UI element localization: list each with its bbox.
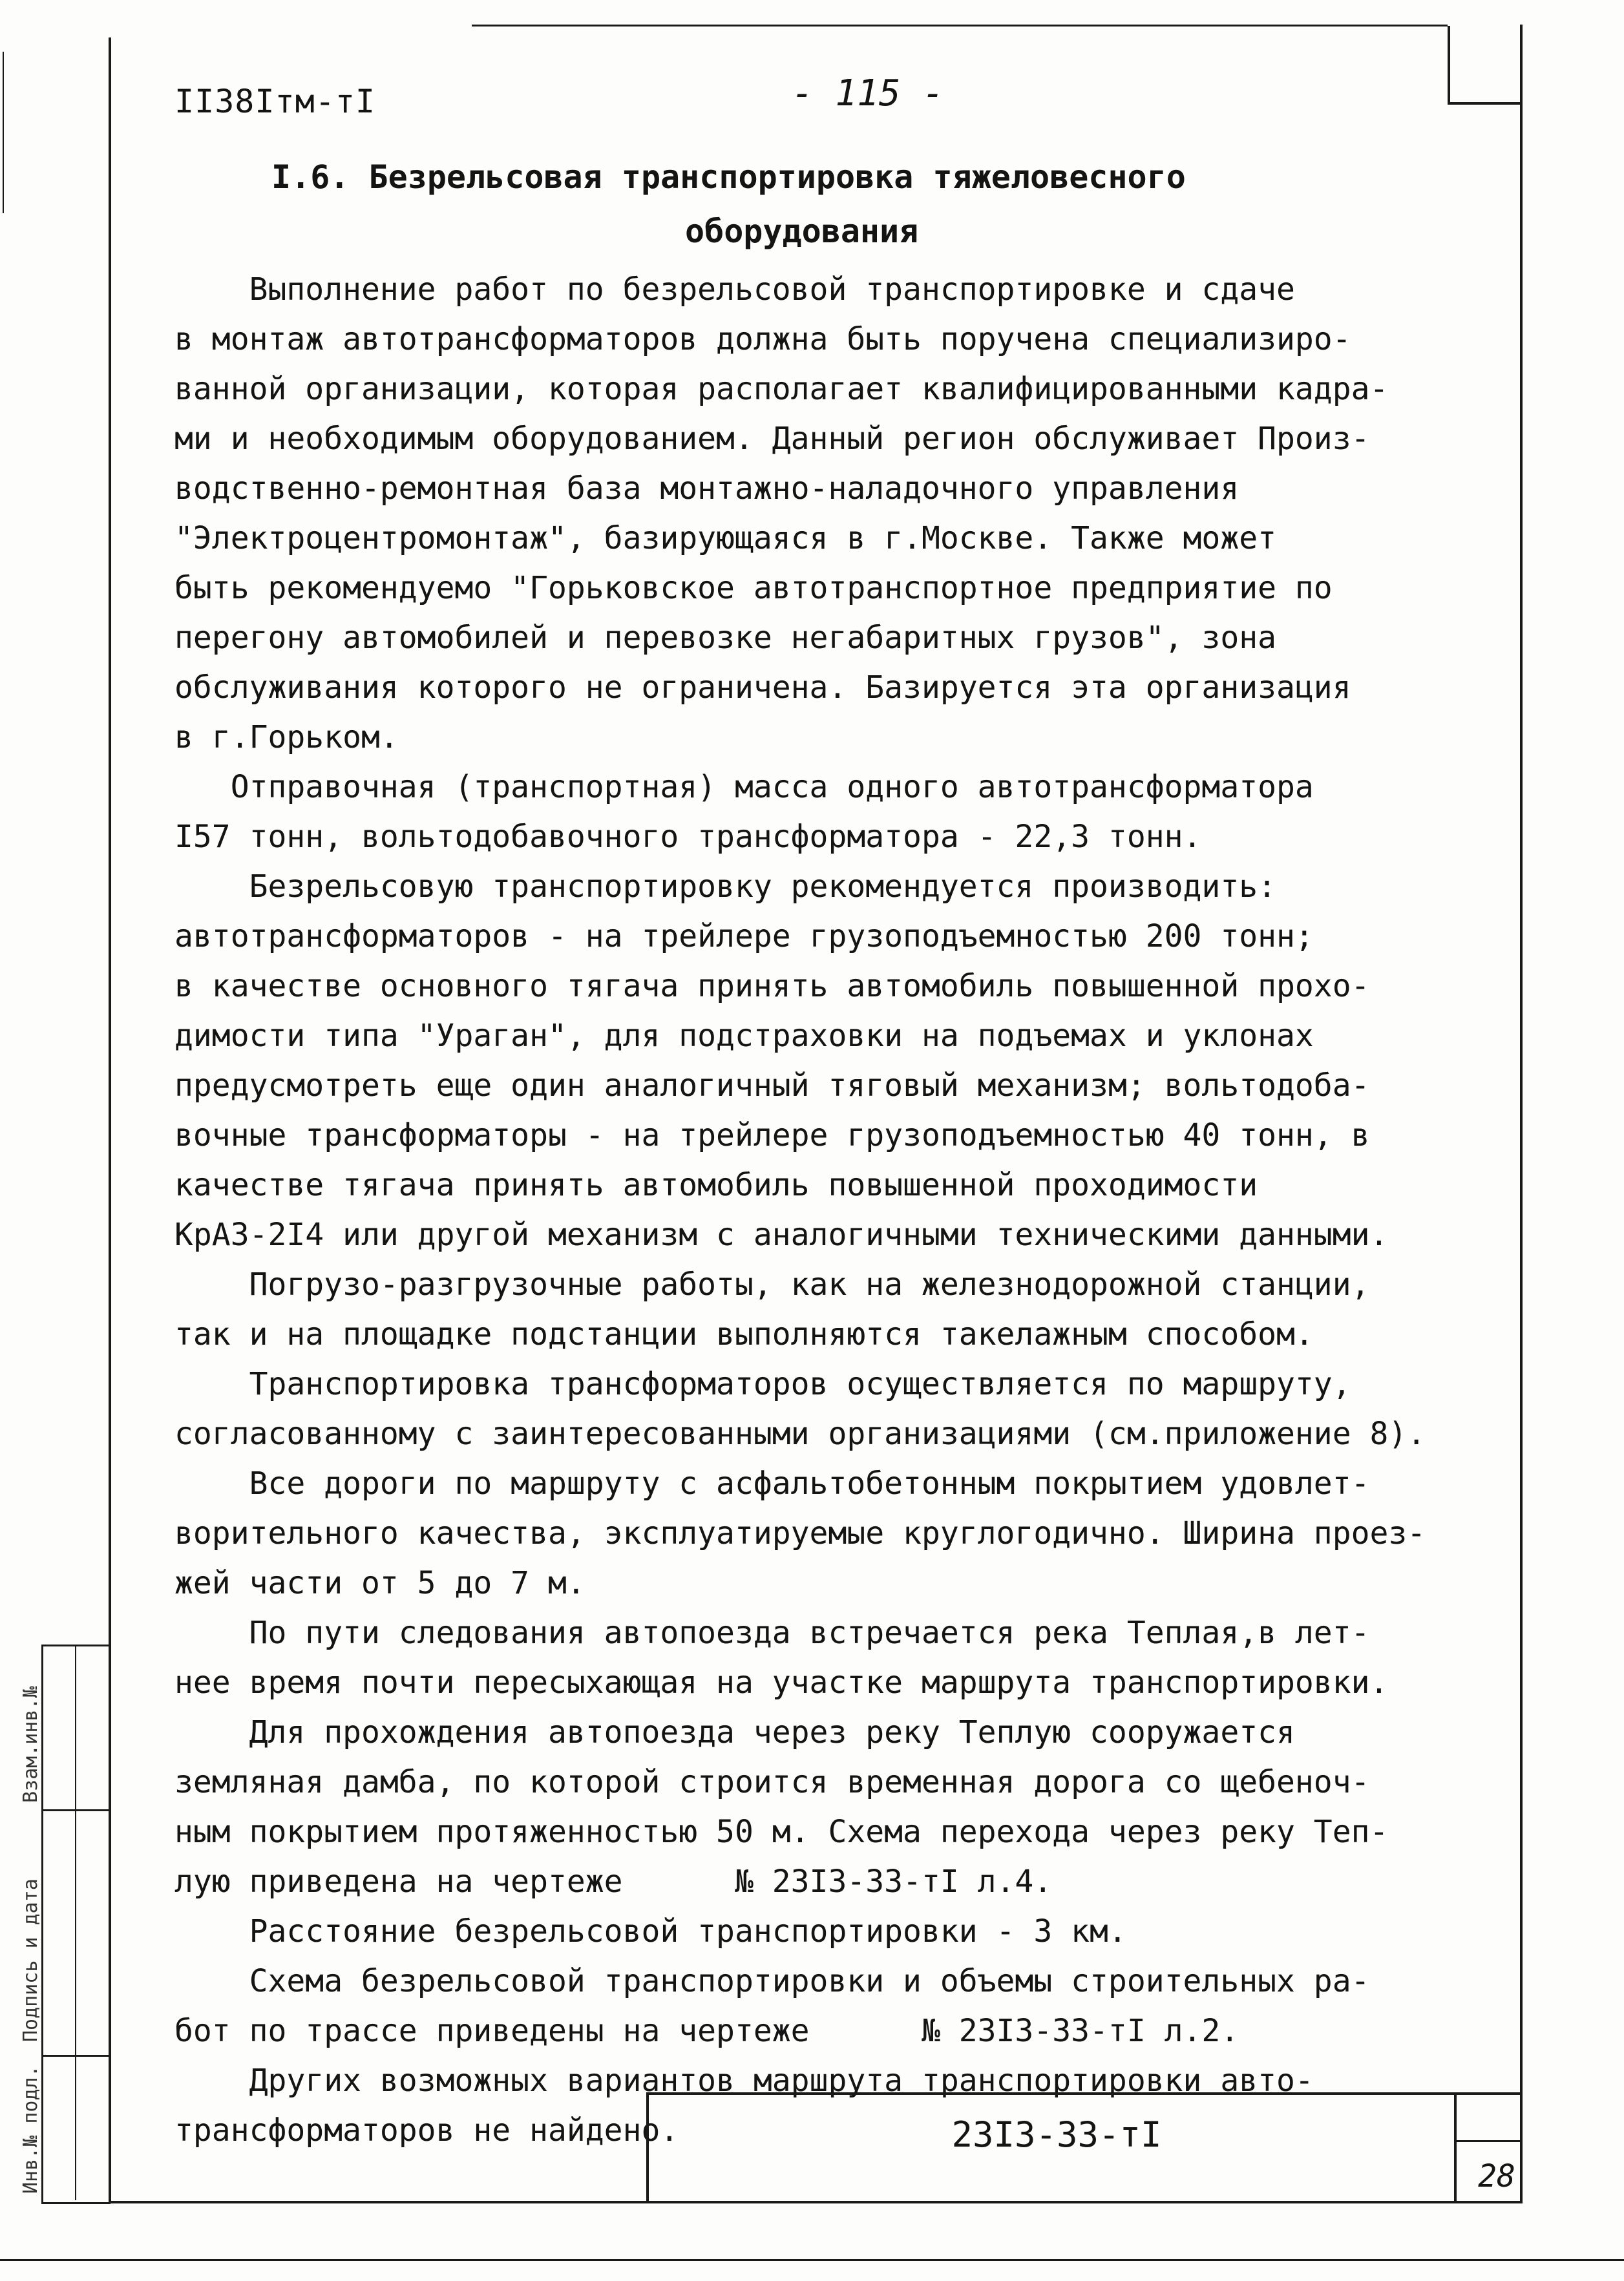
side-label-sign: Подпись и дата xyxy=(19,1878,42,2042)
body-line: земляная дамба, по которой строится временная дорога со щебеноч- xyxy=(174,1764,1370,1800)
side-label-replace: Взам.инв.№ xyxy=(19,1686,42,1803)
body-line: ми и необходимым оборудованием. Данный регион обслуживает Произ- xyxy=(174,421,1370,457)
page-number: - 115 - xyxy=(792,72,945,114)
body-line: быть рекомендуемо "Горьковское автотранспортное предприятие по xyxy=(174,570,1333,606)
body-line: бот по трассе приведены на чертеже № 23I3-33-тI л.2. xyxy=(174,2013,1239,2049)
body-line: Для прохождения автопоезда через реку Теплую сооружается xyxy=(174,1714,1295,1750)
body-line: трансформаторов не найдено. xyxy=(174,2112,679,2149)
body-line: Транспортировка трансформаторов осуществляется по маршруту, xyxy=(174,1366,1351,1402)
stamp-document-code: 23I3-33-тI xyxy=(951,2114,1162,2155)
body-line: I57 тонн, вольтодобавочного трансформатора - 22,3 тонн. xyxy=(174,819,1202,855)
body-line: в монтаж автотрансформаторов должна быть поручена специализиро- xyxy=(174,321,1351,357)
body-line: димости типа "Ураган", для подстраховки на подъемах и уклонах xyxy=(174,1018,1314,1054)
page-bottom-edge xyxy=(0,2259,1624,2261)
side-label-inv: Инв.№ подл. xyxy=(19,2065,42,2194)
document-code: II38Iтм-тI xyxy=(174,83,376,120)
body-line: автотрансформаторов - на трейлере грузоподъемностью 200 тонн; xyxy=(174,918,1314,954)
body-line: "Электроцентромонтаж", базирующаяся в г.Москве. Также может xyxy=(174,520,1277,556)
sheet-number: 28 xyxy=(1478,2158,1515,2194)
body-line: ванной организации, которая располагает квалифицированными кадра- xyxy=(174,371,1389,407)
body-line: вочные трансформаторы - на трейлере грузоподъемностью 40 тонн, в xyxy=(174,1117,1370,1153)
body-line: в качестве основного тягача принять автомобиль повышенной прохо- xyxy=(174,968,1370,1004)
body-line: ным покрытием протяженностью 50 м. Схема перехода через реку Теп- xyxy=(174,1814,1389,1850)
body-line: КрАЗ-2I4 или другой механизм с аналогичными техническими данными. xyxy=(174,1217,1389,1253)
body-line: Схема безрельсовой транспортировки и объемы строительных ра- xyxy=(174,1963,1370,1999)
binding-stamp-divider xyxy=(75,1645,76,2200)
body-line: ворительного качества, эксплуатируемые круглогодично. Ширина проез- xyxy=(174,1515,1426,1551)
body-line: предусмотреть еще один аналогичный тяговый механизм; вольтодоба- xyxy=(174,1067,1370,1104)
binding-stamp-row2 xyxy=(41,2055,109,2057)
body-line: обслуживания которого не ограничена. Базируется эта организация xyxy=(174,669,1351,706)
body-line: качестве тягача принять автомобиль повышенной проходимости xyxy=(174,1167,1258,1203)
body-line: Расстояние безрельсовой транспортировки - 3 км. xyxy=(174,1913,1127,1950)
body-line: перегону автомобилей и перевозке негабаритных грузов", зона xyxy=(174,620,1277,656)
body-line: Безрельсовую транспортировку рекомендуется производить: xyxy=(174,868,1277,905)
section-title-line1: I.6. Безрельсовая транспортировка тяжеловесного xyxy=(271,158,1186,196)
body-line: Погрузо-разгрузочные работы, как на железнодорожной станции, xyxy=(174,1267,1370,1303)
body-line: согласованному с заинтересованными организациями (см.приложение 8). xyxy=(174,1416,1426,1452)
title-block-sheet-line xyxy=(1454,2140,1520,2142)
body-line: Выполнение работ по безрельсовой транспортировке и сдаче xyxy=(174,271,1295,308)
body-line: водственно-ремонтная база монтажно-наладочного управления xyxy=(174,470,1239,507)
body-line: Других возможных вариантов маршрута транспортировки авто- xyxy=(174,2063,1314,2099)
page-left-edge xyxy=(3,52,4,213)
body-line: нее время почти пересыхающая на участке маршрута транспортировки. xyxy=(174,1665,1389,1701)
binding-stamp-row1 xyxy=(41,1809,109,1811)
body-line: жей части от 5 до 7 м. xyxy=(174,1565,585,1601)
corner-box xyxy=(1448,26,1523,105)
body-line: в г.Горьком. xyxy=(174,719,399,755)
body-line: Все дороги по маршруту с асфальтобетонным покрытием удовлет- xyxy=(174,1466,1370,1502)
body-line: лую приведена на чертеже № 23I3-33-тI л.4. xyxy=(174,1864,1053,1900)
section-title xyxy=(271,150,1305,258)
body-line: Отправочная (транспортная) масса одного автотрансформатора xyxy=(174,769,1314,805)
section-title-line2: оборудования xyxy=(685,213,919,250)
body-text xyxy=(174,265,1493,2156)
frame-right-line xyxy=(1520,25,1523,2203)
body-line: По пути следования автопоезда встречается река Теплая,в лет- xyxy=(174,1615,1370,1651)
frame-top-line xyxy=(472,25,1448,26)
body-line: так и на площадке подстанции выполняются такелажным способом. xyxy=(174,1316,1314,1352)
